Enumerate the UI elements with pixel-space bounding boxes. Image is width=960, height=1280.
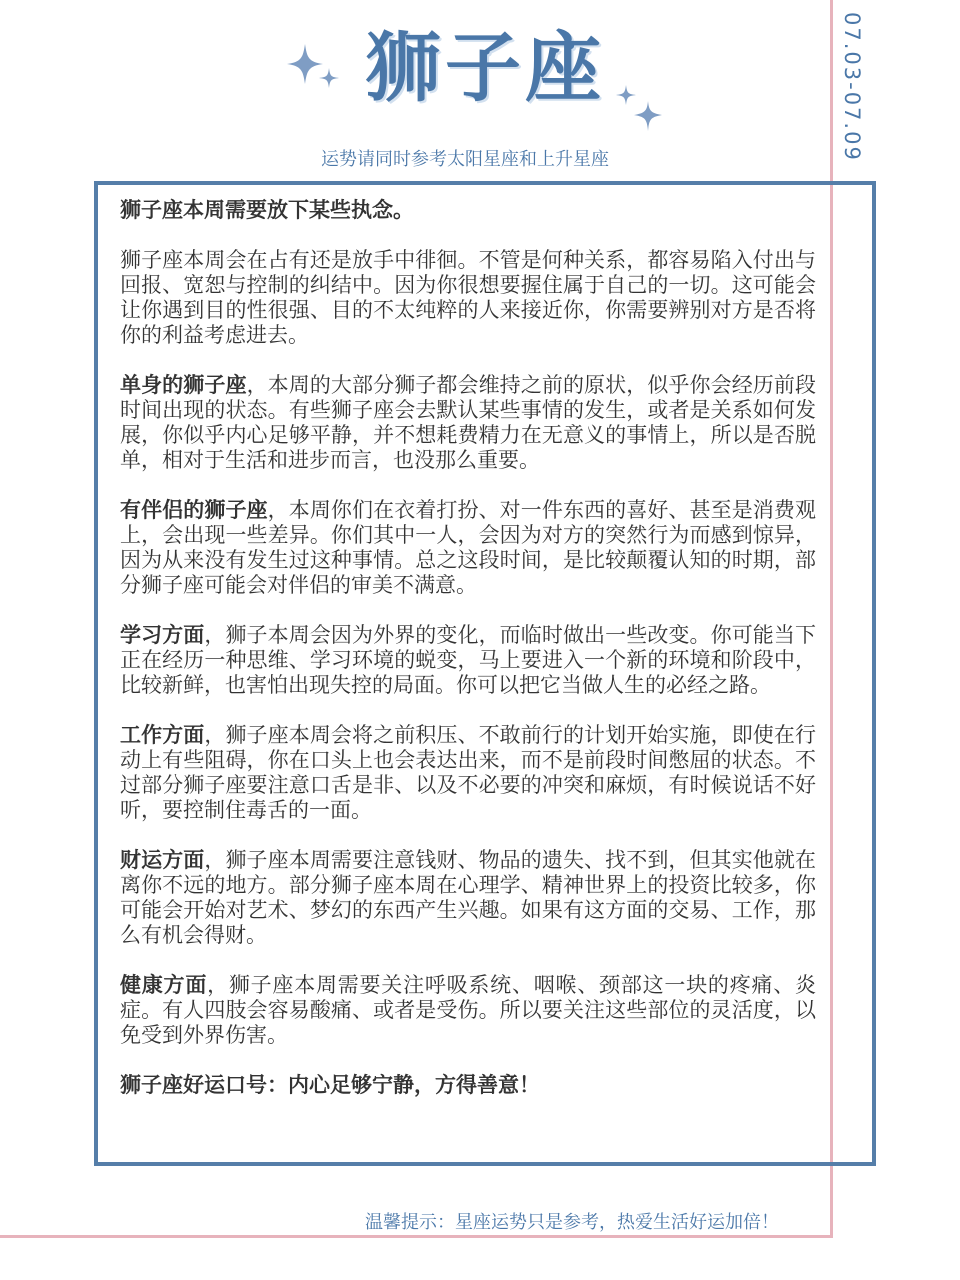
page-subtitle: 运势请同时参考太阳星座和上升星座 xyxy=(321,149,609,170)
section-single xyxy=(120,373,816,473)
section-label: 有伴侣的狮子座 xyxy=(120,498,268,522)
footer-tip: 温馨提示：星座运势只是参考，热爱生活好运加倍！ xyxy=(365,1212,779,1233)
section-work xyxy=(120,723,816,823)
section-label: 财运方面 xyxy=(120,848,205,872)
intro-paragraph: 狮子座本周会在占有还是放手中徘徊。不管是何种关系，都容易陷入付出与回报、宽恕与控制的纠结中。因为你很想要握住属于自己的一切。这可能会让你遇到目的性很强、目的不太纯粹的人来接近你，你需要辨别对方是否将你的利益考虑进去。 xyxy=(120,248,816,347)
date-range: 07.03-07.09 xyxy=(840,12,864,162)
section-text: ，狮子座本周需要注意钱财、物品的遗失、找不到，但其实他就在离你不远的地方。部分狮子座本周在心理学、精神世界上的投资比较多，你可能会开始对艺术、梦幻的东西产生兴趣。如果有这方面的交易、工作，那么有机会得财。 xyxy=(120,848,816,947)
section-wealth xyxy=(120,848,816,948)
sparkle-icon xyxy=(612,85,664,137)
section-health xyxy=(120,973,816,1048)
pink-horizontal-line xyxy=(0,1235,833,1238)
section-label: 工作方面 xyxy=(120,723,205,747)
section-text: ，狮子本周会因为外界的变化，而临时做出一些改变。你可能当下正在经历一种思维、学习环境的蜕变，马上要进入一个新的环境和阶段中，比较新鲜，也害怕出现失控的局面。你可以把它当做人生的必经之路。 xyxy=(120,623,816,697)
horoscope-content xyxy=(120,198,816,1098)
section-label: 学习方面 xyxy=(120,623,205,647)
section-text: ，狮子座本周会将之前积压、不敢前行的计划开始实施，即使在行动上有些阻碍，你在口头上也会表达出来，而不是前段时间憋屈的状态。不过部分狮子座要注意口舌是非、以及不必要的冲突和麻烦，有时候说话不好听，要控制住毒舌的一面。 xyxy=(120,723,816,822)
section-label: 健康方面 xyxy=(120,973,208,997)
section-label: 单身的狮子座 xyxy=(120,373,247,397)
headline: 狮子座本周需要放下某些执念。 xyxy=(120,198,414,222)
section-text: ，本周你们在衣着打扮、对一件东西的喜好、甚至是消费观上，会出现一些差异。你们其中一人，会因为对方的突然行为而感到惊异，因为从来没有发生过这种事情。总之这段时间，是比较颠覆认知的时期，部分狮子座可能会对伴侣的审美不满意。 xyxy=(120,498,816,597)
sparkle-icon xyxy=(285,42,343,94)
page-title: 狮子座 xyxy=(365,23,605,112)
section-text: ，本周的大部分狮子都会维持之前的原状，似乎你会经历前段时间出现的状态。有些狮子座会去默认某些事情的发生，或者是关系如何发展，你似乎内心足够平静，并不想耗费精力在无意义的事情上，所以是否脱单，相对于生活和进步而言，也没那么重要。 xyxy=(120,373,816,472)
section-text: ，狮子座本周需要关注呼吸系统、咽喉、颈部这一块的疼痛、炎症。有人四肢会容易酸痛、或者是受伤。所以要关注这些部位的灵活度，以免受到外界伤害。 xyxy=(120,973,817,1047)
lucky-slogan: 狮子座好运口号：内心足够宁静，方得善意！ xyxy=(120,1073,540,1097)
section-study xyxy=(120,623,816,698)
section-couple xyxy=(120,498,816,598)
